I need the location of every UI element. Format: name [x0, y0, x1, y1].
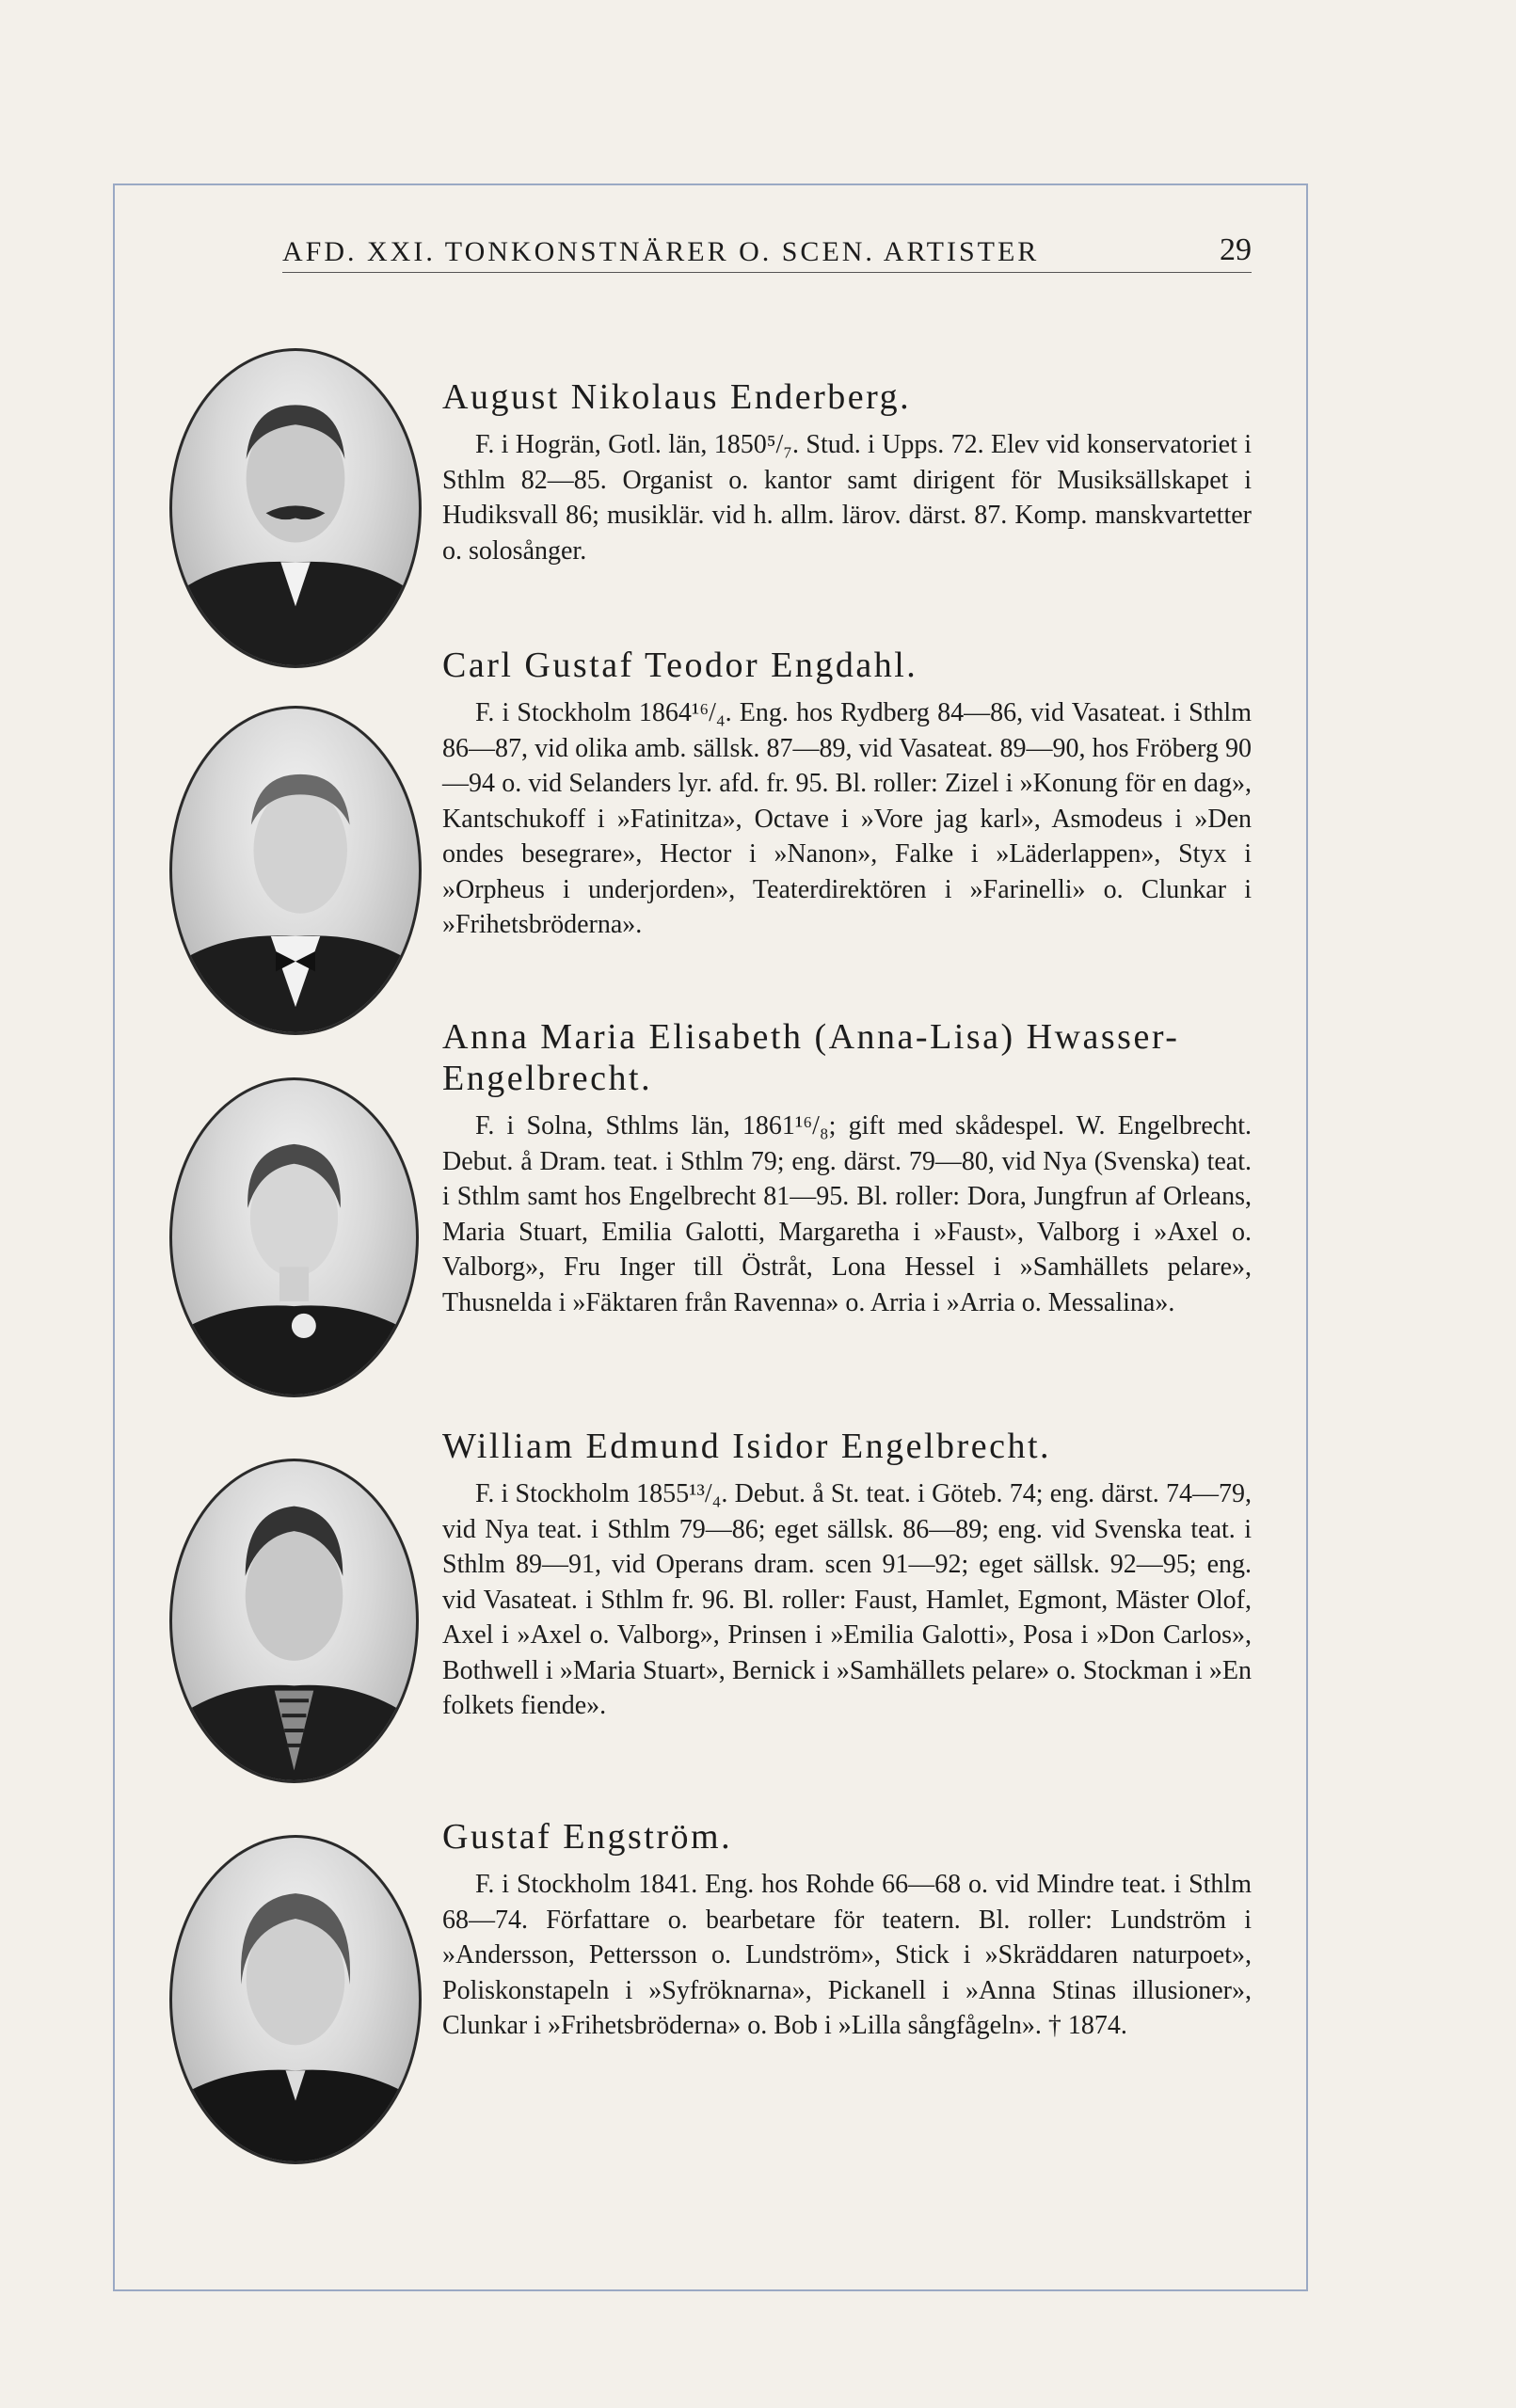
entry-text: F. i Stockholm 1864¹⁶/₄. Eng. hos Rydberg 84—86, vid Vasateat. i Sthlm 86—87, vid olika amb. sällsk. 87—89, vid Vasateat. 89—90, hos Fröberg 90—94 o. vid Selanders lyr. afd. fr. 95. Bl. roller: Zizel i »Konung för en dag», Kantschukoff i »Fatinitza», Octave i »Vore jag karl», Asmodeus i »Den ondes besegrare», Hector i »Nanon», Falke i »Läderlappen», Styx i »Orpheus i underjorden», Teaterdirektören i »Farinelli» o. Clunkar i »Frihetsbröderna».	[442, 698, 1252, 939]
entry-name: August Nikolaus Enderberg.	[442, 377, 912, 417]
portrait-man-long-hair-icon	[169, 1835, 422, 2164]
page-number: 29	[1220, 232, 1252, 267]
portrait-man-striped-tie-icon	[169, 1459, 419, 1783]
entry-text: F. i Hogrän, Gotl. län, 1850⁵/₇. Stud. i Upps. 72. Elev vid konservatoriet i Sthlm 82—85. Organist o. kantor samt dirigent för Musiksällskapet i Hudiksvall 86; musiklär. vid h. allm. lärov. därst. 87. Komp. manskvartetter o. solosånger.	[442, 430, 1252, 566]
portrait-young-woman-icon	[169, 1077, 419, 1397]
entry-name: Carl Gustaf Teodor Engdahl.	[442, 646, 918, 685]
section-title: AFD. XXI. TONKONSTNÄRER O. SCEN. ARTISTER	[282, 236, 1040, 267]
entry-name: Anna Maria Elisabeth (Anna-Lisa) Hwasser-Engelbrecht.	[442, 1017, 1180, 1098]
entry-text: F. i Stockholm 1841. Eng. hos Rohde 66—68 o. vid Mindre teat. i Sthlm 68—74. Författare o. bearbetare för teatern. Bl. roller: Lundström i »Andersson, Pettersson o. Lundström», Stick i »Skräddaren naturpoet», Poliskonstapeln i »Syfröknarna», Pickanell i »Anna Stinas illusioner», Clunkar i »Frihetsbröderna» o. Bob i »Lilla sångfågeln». † 1874.	[442, 1870, 1252, 2040]
portrait-young-man-bowtie-icon	[169, 706, 422, 1035]
running-header	[282, 226, 1252, 273]
entry-name: Gustaf Engström.	[442, 1817, 733, 1857]
entry-text: F. i Stockholm 1855¹³/₄. Debut. å St. teat. i Göteb. 74; eng. därst. 74—79, vid Nya teat. i Sthlm 79—86; eget sällsk. 86—89; eng. vid Svenska teat. i Sthlm 89—91, vid Operans dram. scen 91—92; eget sällsk. 92—95; eng. vid Vasateat. i Sthlm fr. 96. Bl. roller: Faust, Hamlet, Egmont, Mäster Olof, Axel i »Axel o. Valborg», Prinsen i »Emilia Galotti», Posa i »Don Carlos», Bothwell i »Maria Stuart», Bernick i »Samhällets pelare» o. Stockman i »En folkets fiende».	[442, 1479, 1252, 1720]
entry-name: William Edmund Isidor Engelbrecht.	[442, 1427, 1052, 1466]
portrait-bald-man-mustache-icon	[169, 348, 422, 668]
entry-text: F. i Solna, Sthlms län, 1861¹⁶/₈; gift med skådespel. W. Engelbrecht. Debut. å Dram. teat. i Sthlm 79; eng. därst. 79—80, vid Nya (Svenska) teat. i Sthlm samt hos Engelbrecht 81—95. Bl. roller: Dora, Jungfrun af Orleans, Maria Stuart, Emilia Galotti, Margaretha i »Faust», Valborg i »Axel o. Valborg», Fru Inger till Östråt, Lona Hessel i »Samhällets pelare», Thusnelda i »Fäktaren från Ravenna» o. Arria i »Arria o. Messalina».	[442, 1111, 1252, 1317]
